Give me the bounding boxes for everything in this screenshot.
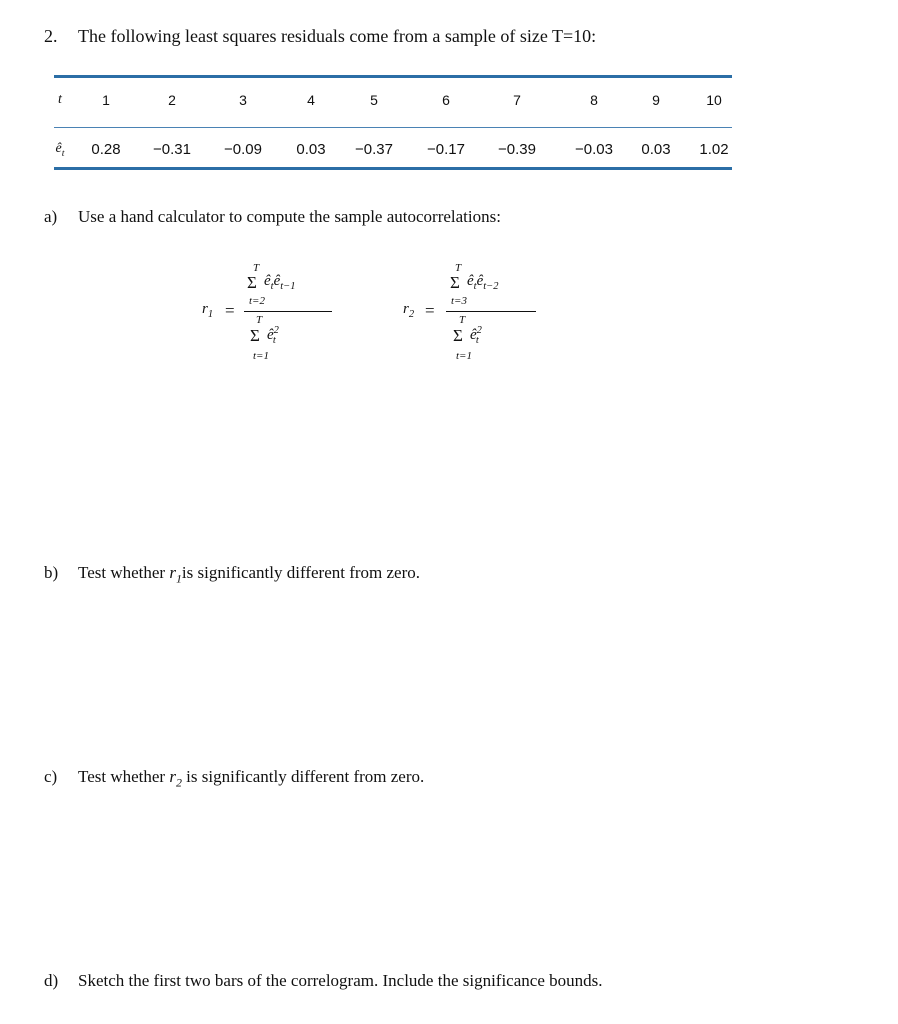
- part-b-var: $r_1$: [169, 563, 182, 586]
- r1-equals: =: [225, 301, 235, 320]
- part-b-text-before: Test whether: [78, 563, 170, 582]
- question-title: [44, 26, 596, 47]
- r2-lhs: $r_2$: [403, 301, 415, 320]
- r1-den-upper: T: [256, 314, 263, 326]
- residual-value: 0.03: [641, 141, 671, 158]
- residual-value: −0.09: [224, 141, 262, 158]
- table-top-rule: [54, 75, 732, 78]
- part-b: [44, 563, 420, 586]
- part-a-letter: a): [44, 207, 58, 226]
- r2-den-sigma: Σ: [453, 326, 463, 345]
- part-d: [44, 971, 602, 991]
- t-value: 5: [370, 92, 378, 108]
- part-c-text-before: Test whether: [78, 767, 170, 786]
- r2-num-lower: t=3: [451, 295, 467, 307]
- residual-value: 0.28: [91, 141, 121, 158]
- table-row-label: [56, 141, 65, 159]
- r2-den-term: $ê^2_t$: [470, 325, 482, 346]
- part-b-letter: b): [44, 563, 59, 582]
- t-value: 7: [513, 92, 521, 108]
- residual-value: −0.31: [153, 141, 191, 158]
- residual-value: −0.17: [427, 141, 465, 158]
- r1-num-lower: t=2: [249, 295, 265, 307]
- t-value: 8: [590, 92, 598, 108]
- residual-value: 1.02: [699, 141, 729, 158]
- r2-num-sigma: Σ: [450, 273, 460, 292]
- r1-lhs: $r_1$: [202, 301, 214, 320]
- r2-fraction-bar: [446, 311, 536, 312]
- table-mid-rule: [54, 127, 732, 128]
- r1-fraction-bar: [244, 311, 332, 312]
- part-a: [44, 207, 501, 227]
- residual-value: −0.39: [498, 141, 536, 158]
- t-value: 1: [102, 92, 110, 108]
- part-c: [44, 767, 424, 790]
- t-value: 9: [652, 92, 660, 108]
- table-bottom-rule: [54, 167, 732, 170]
- question-number: 2.: [44, 26, 58, 46]
- t-value: 4: [307, 92, 315, 108]
- part-b-text-after: is significantly different from zero.: [181, 563, 421, 582]
- r2-den-upper: T: [459, 314, 466, 326]
- residual-value: 0.03: [296, 141, 326, 158]
- question-text: The following least squares residuals come from a sample of size T=10:: [78, 26, 597, 46]
- r1-den-sigma: Σ: [250, 326, 260, 345]
- part-d-text: Sketch the first two bars of the correlogram. Include the significance bounds.: [78, 971, 603, 990]
- r1-num-sigma: Σ: [247, 273, 257, 292]
- part-c-letter: c): [44, 767, 58, 786]
- part-a-text: Use a hand calculator to compute the sample autocorrelations:: [78, 207, 501, 226]
- r1-den-lower: t=1: [253, 350, 269, 362]
- t-value: 3: [239, 92, 247, 108]
- r2-equals: =: [425, 301, 435, 320]
- r1-den-term: $ê^2_t$: [267, 325, 279, 346]
- r1-num-upper: T: [253, 262, 260, 274]
- t-value: 6: [442, 92, 450, 108]
- residual-value: −0.37: [355, 141, 393, 158]
- part-d-letter: d): [44, 971, 59, 990]
- part-c-text-after: is significantly different from zero.: [181, 767, 425, 786]
- r1-num-term: $ê_tê_{t-1}$: [264, 273, 296, 292]
- r2-num-term: $ê_tê_{t-2}$: [467, 273, 499, 292]
- row-label-subscript: t: [61, 147, 65, 159]
- r2-den-lower: t=1: [456, 350, 472, 362]
- row-label-symbol: ê: [55, 141, 62, 156]
- table-header-label: t: [58, 92, 62, 107]
- t-value: 2: [168, 92, 176, 108]
- part-c-var: $r_2$: [169, 767, 182, 790]
- residual-value: −0.03: [575, 141, 613, 158]
- t-value: 10: [706, 92, 722, 108]
- r2-num-upper: T: [455, 262, 462, 274]
